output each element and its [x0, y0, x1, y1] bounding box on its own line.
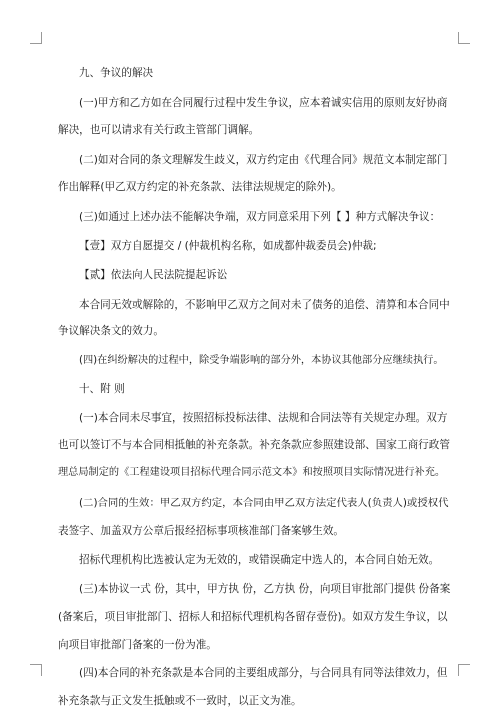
section-heading-dispute: 九、争议的解决: [79, 67, 154, 79]
text-line: 解决，也可以请求有关行政主管部门调解。: [58, 124, 260, 136]
text-line: (一)本合同未尽事宜，按照招标投标法律、法规和合同法等有关规定办理。双方: [79, 412, 448, 424]
text-line: 也可以签订不与本合同相抵触的补充条款。补充条款应参照建设部、国家工商行政管: [58, 439, 450, 451]
text-line: 补充条款与正文发生抵触或不一致时，以正文为准。: [58, 695, 302, 707]
text-line: 向项目审批部门备案的一份为准。: [58, 639, 217, 651]
text-line: 表签字、加盖双方公章后报经招标事项核准部门备案够生效。: [58, 525, 345, 537]
section-heading-appendix: 十、附 则: [79, 383, 125, 395]
crop-mark-top-right: [458, 32, 470, 44]
text-line: (四)本合同的补充条款是本合同的主要组成部分，与合同具有同等法律效力，但: [79, 667, 448, 679]
text-line: 本合同无效或解除的，不影响甲乙双方之间对未了债务的追偿、清算和本合同中: [79, 299, 450, 311]
crop-mark-bottom-left: [30, 664, 42, 676]
text-line: (三)本协议一式 份，其中，甲方执 份，乙方执 份，向项目审批部门提供 份备案: [79, 583, 451, 595]
text-line: (备案后，项目审批部门、招标人和招标代理机构各留存壹份)。如双方发生争议，以: [58, 611, 448, 623]
text-line: 【贰】依法向人民法院提起诉讼: [79, 269, 228, 281]
text-line: (一)甲方和乙方如在合同履行过程中发生争议，应本着诚实信用的原则友好协商: [79, 97, 448, 109]
text-line: (四)在纠纷解决的过程中，除受争端影响的部分外，本协议其他部分应继续执行。: [79, 355, 444, 366]
text-line: 招标代理机构比选被认定为无效的，或错误确定中选人的，本合同自始无效。: [79, 554, 440, 566]
crop-mark-bottom-right: [458, 664, 470, 676]
text-line: 争议解决条文的效力。: [58, 325, 164, 337]
text-line: 【壹】双方自愿提交 / (仲裁机构名称，如成都仲裁委员会)仲裁;: [79, 240, 377, 252]
text-line: 理总局制定的《工程建设项目招标代理合同示范文本》和按照项目实际情况进行补充。: [58, 467, 446, 478]
text-line: 作出解释(甲乙双方约定的补充条款、法律法规规定的除外)。: [58, 181, 342, 193]
crop-mark-top-left: [30, 32, 42, 44]
text-line: (二)合同的生效：甲乙双方约定，本合同由甲乙双方法定代表人(负责人)或授权代: [79, 497, 449, 509]
text-line: (三)如通过上述办法不能解决争端，双方同意采用下列【 】种方式解决争议：: [79, 211, 441, 223]
text-line: (二)如对合同的条文理解发生歧义，双方约定由《代理合同》规范文本制定部门: [79, 154, 448, 166]
